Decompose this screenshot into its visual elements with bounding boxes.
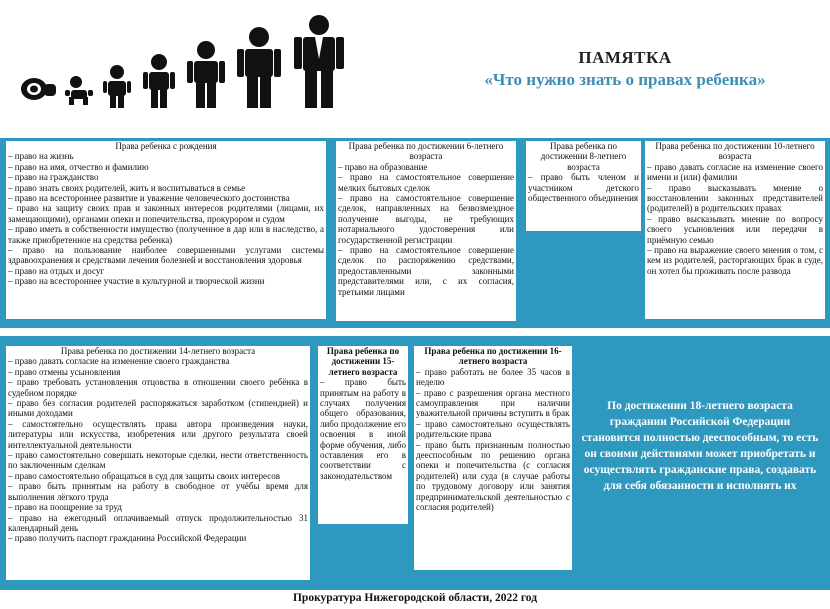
box-heading: Права ребенка с рождения <box>115 141 217 151</box>
box-heading: Права ребенка по достижении 15-летнего возраста <box>326 346 400 377</box>
rights-from-birth-box <box>6 141 326 319</box>
rights-age-15-box <box>318 346 408 524</box>
list-item: – право быть принятым на работу в случаях получения общего образования, либо продолжение его освоения в иной форме обучения, либо оставления его в соответствии с законодательством <box>320 377 406 481</box>
page-subtitle: «Что нужно знать о правах ребенка» <box>484 70 766 89</box>
list-item: – право на всестороннее участие в культурной и творческой жизни <box>8 276 265 287</box>
teen-icon <box>237 27 281 108</box>
child-icon <box>143 54 175 108</box>
rights-age-8-box <box>526 141 641 231</box>
boy-icon <box>187 41 225 108</box>
list-item: – право на самостоятельное совершение сделок, направленных на безвозмездное получение выгоды, не требующих нотариального удостоверения или государственной регистрации <box>338 193 514 245</box>
list-item: – право самостоятельно обращаться в суд для защиты своих интересов <box>8 470 280 481</box>
rights-age-14-box <box>6 346 310 580</box>
list-item: – право отмены усыновления <box>8 366 121 377</box>
page-title: ПАМЯТКА <box>578 48 672 67</box>
box-heading: Права ребенка по достижении 10-летнего возраста <box>655 141 815 162</box>
rights-age-10-box <box>645 141 825 319</box>
list-item: – право на защиту своих прав и законных интересов родителями (лицами, их замещающими), органами опеки и попечительства, прокурором и судом <box>8 203 324 224</box>
box-heading: Права ребенка по достижении 16-летнего возраста <box>424 346 562 367</box>
list-item: – право знать своих родителей, жить и воспитываться в семье <box>8 182 246 193</box>
box-heading: Права ребенка по достижении 8-летнего возраста <box>540 141 627 172</box>
list-item: – право получить паспорт гражданина Российской Федерации <box>8 533 247 544</box>
box-heading: Права ребенка по достижении 14-летнего возраста <box>60 346 256 356</box>
list-item: – право работать не более 35 часов в неделю <box>416 366 570 388</box>
list-item: – право самостоятельно совершать некоторые сделки, нести ответственность по заключенным сделкам <box>8 450 308 471</box>
header <box>430 48 820 90</box>
list-item: – право высказывать мнение о восстановлении законных представителей (родителей) в родительских правах <box>647 182 823 214</box>
man-icon <box>294 15 344 108</box>
list-item: – право на гражданство <box>8 172 99 183</box>
list-item: – право давать согласие на изменение своего гражданства <box>8 356 230 367</box>
list-item: – право на жизнь <box>8 151 74 162</box>
toddler-icon <box>103 65 131 108</box>
rights-age-16-box <box>414 346 572 570</box>
list-item: – право быть признанным полностью дееспособным по решению органа опеки и попечительства (с согласия родителей) или суда (в случае работы по трудовому договору или занятия предпринимательской деятельностью с согласия родителей) <box>416 439 570 513</box>
list-item: – право на образование <box>338 161 428 172</box>
list-item: – самостоятельно осуществлять права автора произведения науки, литературы или искусства, изобретения или другого результата своей интеллектуальной деятельности <box>8 418 308 450</box>
list-item: – право на имя, отчество и фамилию <box>8 161 149 172</box>
list-item: – право давать согласие на изменение своего имени и (или) фамилии <box>647 161 823 183</box>
list-item: – право на поощрение за труд <box>8 502 122 513</box>
age-silhouettes <box>14 14 364 110</box>
list-item: – право на пользование наиболее совершенными услугами системы здравоохранения и средствами лечения болезней и восстановления здоровья <box>8 245 324 266</box>
baby-in-swaddle-icon <box>21 78 56 100</box>
list-item: – право на отдых и досуг <box>8 265 105 276</box>
list-item: – право на самостоятельное совершение сделок по распоряжению средствами, предоставленными законными представителями или, с их согласия, третьими лицами <box>338 245 514 297</box>
box-heading: Права ребенка по достижении 6-летнего возраста <box>348 141 504 162</box>
crawling-baby-icon <box>65 76 93 105</box>
rights-age-6-box <box>336 141 516 321</box>
footer-credit: Прокуратура Нижегородской области, 2022 год <box>292 592 538 604</box>
list-item: – право без согласия родителей распоряжаться заработком (стипендией) и иными доходами <box>8 398 308 419</box>
list-item: – право высказывать мнение по вопросу своего усыновления или передачи в приёмную семью <box>647 213 823 245</box>
list-item: – право на ежегодный оплачиваемый отпуск продолжительностью 31 календарный день <box>8 512 308 533</box>
list-item: – право с разрешения органа местного самоуправления при наличии уважительной причины вступить в брак <box>416 387 570 419</box>
list-item: – право на всестороннее развитие и уважение человеческого достоинства <box>8 193 290 204</box>
list-item: – право быть принятым на работу в свободное от учёбы время для выполнения лёгкого труда <box>8 481 308 502</box>
list-item: – право на самостоятельное совершение мелких бытовых сделок <box>338 172 514 193</box>
list-item: – право требовать установления отцовства в отношении своего ребёнка в судебном порядке <box>8 377 308 398</box>
list-item: – право иметь в собственности имущество (полученное в дар или в наследство, а также приобретенное на средства ребенка) <box>8 224 324 245</box>
list-item: – право на выражение своего мнения о том, с кем из родителей, расторгающих брак в суде, он хотел бы проживать после развода <box>647 245 823 276</box>
age-18-statement: По достижении 18-летнего возраста граждании Российской Федерации становится полностью дееспособным, то есть он своими действиями может приобретать и осуществлять гражданские права, создавать для себя обязанности и исполнять их <box>581 400 819 492</box>
list-item: – право самостоятельно осуществлять родительские права <box>416 418 570 440</box>
list-item: – право быть членом и участником детского общественного объединения <box>528 172 639 204</box>
